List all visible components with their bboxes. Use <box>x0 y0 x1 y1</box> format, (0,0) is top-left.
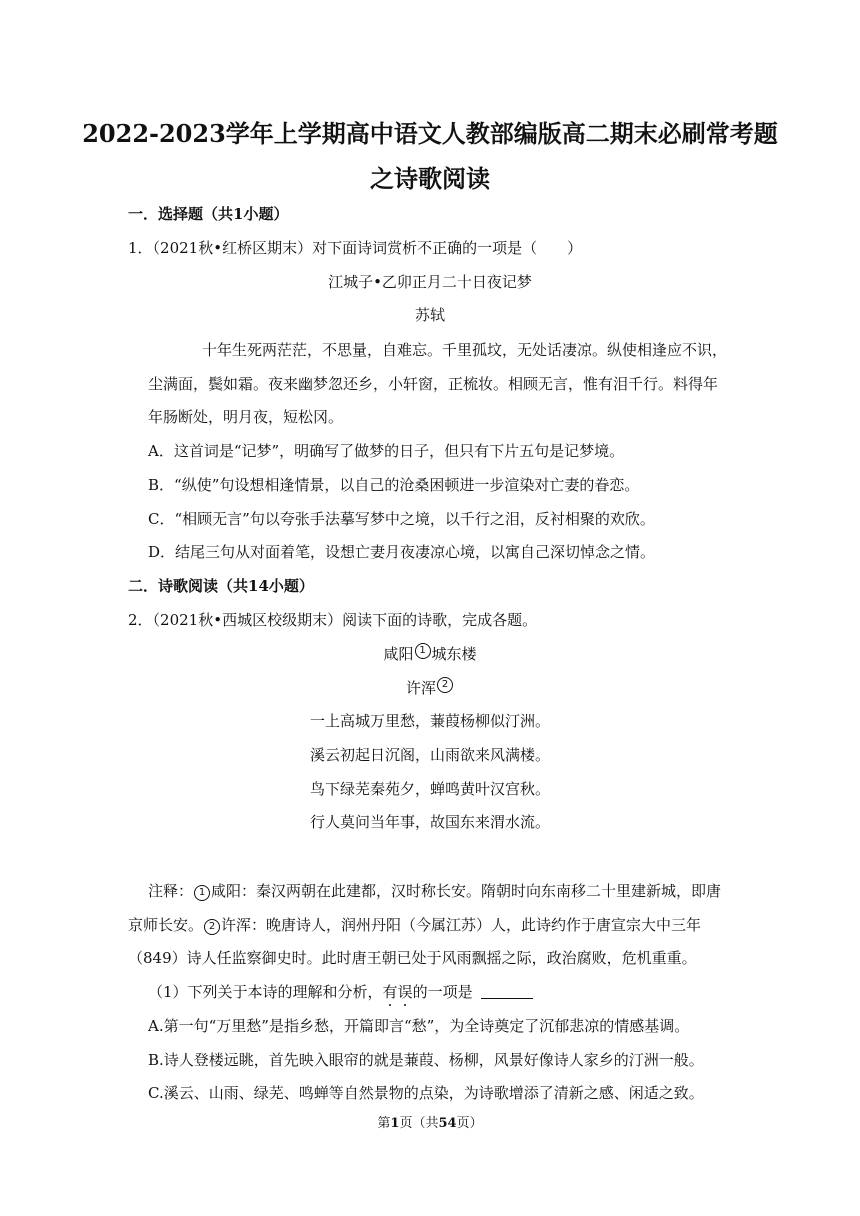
poem-2-line: 溪云初起日沉阁，山雨欲来风满楼。 <box>309 746 550 764</box>
note-marker-1: 1 <box>194 885 210 901</box>
poem-1-title: 江城子•乙卯正月二十日夜记梦 <box>328 273 532 291</box>
page-total: 54 <box>438 1116 457 1131</box>
poem-2-note-2: 京师长安。 2 许浑：晚唐诗人，润州丹阳（今属江苏）人，此诗约作于唐宣宗大中三年 <box>128 916 702 934</box>
poem-2-title: 咸阳 $^1$ 城东楼 <box>383 645 477 663</box>
question-1-option-c: C．“相顾无言”句以夸张手法摹写梦中之境，以千行之泪，反衬相聚的欢欣。 <box>148 510 655 528</box>
poem-2-line: 一上高城万里愁，蒹葭杨柳似汀洲。 <box>309 712 550 730</box>
question-2-option-a: A.第一句“万里愁”是指乡愁，开篇即言“愁”，为全诗奠定了沉郁悲凉的情感基调。 <box>148 1017 690 1035</box>
footnote-marker-1: 1 <box>415 643 431 659</box>
poem-2-author: 许浑 $^2$ <box>0 677 860 698</box>
question-2-option-c: C.溪云、山雨、绿芜、鸣蝉等自然景物的点染，为诗歌增添了清新之感、闲适之致。 <box>148 1084 704 1102</box>
poem-1-author: 苏轼 <box>414 306 445 324</box>
answer-blank <box>481 984 533 999</box>
page-footer: 第1页（共54页） <box>377 1116 483 1131</box>
poem-2-note-cont: （849）诗人任监察御史时。此时唐王朝已处于风雨飘摇之际，政治腐败，危机重重。 <box>128 949 697 967</box>
poem-2-line: 行人莫问当年事，故国东来渭水流。 <box>309 813 550 831</box>
page-title-line1: 2022-2023学年上学期高中语文人教部编版高二期末必刷常考题 <box>82 119 778 148</box>
poem-2-note-1: 注释： 1 咸阳：秦汉两朝在此建都，汉时称长安。隋朝时向东南移二十里建新城，即唐 <box>148 882 722 900</box>
emphasis-char: 误 <box>397 983 413 1001</box>
note-marker-2: 2 <box>204 919 220 935</box>
footnote-marker-2: 2 <box>437 677 453 693</box>
poem-1-line: 年肠断处，明月夜，短松冈。 <box>148 408 344 426</box>
poem-1-line: 尘满面，鬓如霜。夜来幽梦忽还乡，小轩窗，正梳妆。相顾无言，惟有泪千行。料得年 <box>148 375 719 393</box>
question-2-stem: 2．（2021秋•西城区校级期末）阅读下面的诗歌，完成各题。 <box>128 611 538 629</box>
question-1-option-a: A．这首词是“记梦”，明确写了做梦的日子，但只有下片五句是记梦境。 <box>148 442 625 460</box>
question-2-option-b: B.诗人登楼远眺，首先映入眼帘的就是蒹葭、杨柳，风景好像诗人家乡的汀洲一般。 <box>148 1051 704 1069</box>
question-1-option-b: B．“纵使”句设想相逢情景，以自己的沧桑困顿进一步渲染对亡妻的眷恋。 <box>148 476 640 494</box>
poem-2-line: 鸟下绿芜秦苑夕，蝉鸣黄叶汉宫秋。 <box>309 780 550 798</box>
emphasis-char: 有 <box>382 983 398 1001</box>
page-title-line2: 之诗歌阅读 <box>370 164 490 193</box>
section-heading-poetry: 二．诗歌阅读（共14小题） <box>128 577 314 595</box>
page-number: 1 <box>390 1116 400 1131</box>
question-2-sub-1: （1）下列关于本诗的理解和分析，有误的一项是 <box>148 981 533 1002</box>
poem-1-line: 十年生死两茫茫，不思量，自难忘。千里孤坟，无处话凄凉。纵使相逢应不识， <box>202 341 728 359</box>
section-heading-choice: 一．选择题（共1小题） <box>128 205 289 223</box>
question-1-option-d: D．结尾三句从对面着笔，设想亡妻月夜凄凉心境，以寓自己深切悼念之情。 <box>148 543 656 561</box>
question-1-stem: 1．（2021秋•红桥区期末）对下面诗词赏析不正确的一项是（ ） <box>128 239 583 257</box>
